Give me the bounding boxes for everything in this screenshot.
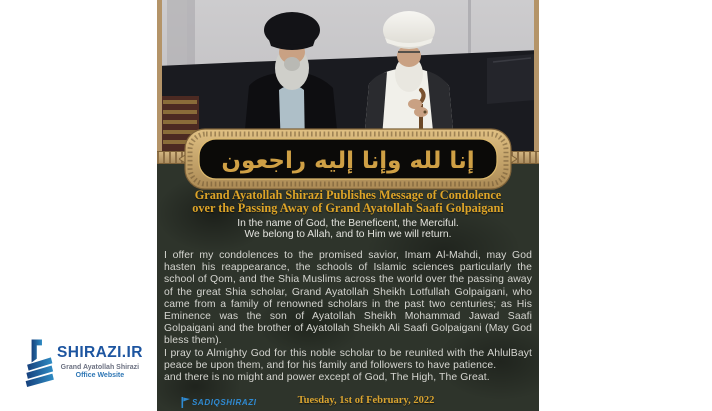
calligraphy-text: إنا لله وإنا إليه راجعون: [221, 148, 475, 174]
site-logo-texts: [57, 344, 143, 379]
invocation-lines: [157, 218, 539, 240]
site-logo-title: SHIRAZI.IR: [57, 344, 143, 361]
message-paragraph: I offer my condolences to the promised savior, Imam Al-Mahdi, may God hasten his reappearance, the schools of Islamic sciences particularly the school of Qom, and the Shia Muslims across the world over the passing away of the great Shia scholar, Grand Ayatollah Sheikh Lotfullah Golpaigani, who came from a family of renowned scholars in the past two centuries; as His Eminence was the son of Ayatollah Sheikh Mohammad Jawad Saafi Golpaigani and the brother of Ayatollah Sheikh Ali Saafi Golpaigani (May God bless them).: [164, 250, 532, 347]
card-footer: [157, 394, 539, 411]
message-paragraph: and there is no might and power except of God, The High, The Great.: [164, 372, 490, 384]
photo-frame-left: [157, 0, 162, 164]
headline-line1: Grand Ayatollah Shirazi Publishes Message of Condolence: [194, 188, 502, 202]
site-logo-mark: [24, 338, 54, 390]
post-date: Tuesday, 1st of February, 2022: [297, 395, 435, 406]
flag-icon: [181, 397, 190, 408]
invocation-line1: In the name of God, the Beneficent, the Merciful.: [237, 218, 459, 229]
social-handle: [181, 397, 257, 408]
site-logo-subtitle2: Office Website: [75, 372, 125, 379]
message-body: [157, 250, 539, 384]
announcement-card: [157, 0, 539, 411]
photo-frame-right: [534, 0, 539, 164]
headline-line2: over the Passing Away of Grand Ayatollah Saafi Golpaigani: [192, 201, 504, 215]
site-logo: [24, 338, 143, 390]
message-paragraph: I pray to Almighty God for this noble scholar to be reunited with the AhlulBayt peace be upon them, and for his family and followers to have patience.: [164, 347, 532, 371]
calligraphy-plaque: [179, 126, 517, 192]
site-logo-subtitle1: Grand Ayatollah Shirazi: [60, 364, 140, 371]
headline: [157, 189, 539, 215]
invocation-line2: We belong to Allah, and to Him we will return.: [244, 229, 452, 240]
plaque-frame: [179, 126, 517, 192]
social-handle-label: SADIQSHIRAZI: [192, 398, 257, 407]
